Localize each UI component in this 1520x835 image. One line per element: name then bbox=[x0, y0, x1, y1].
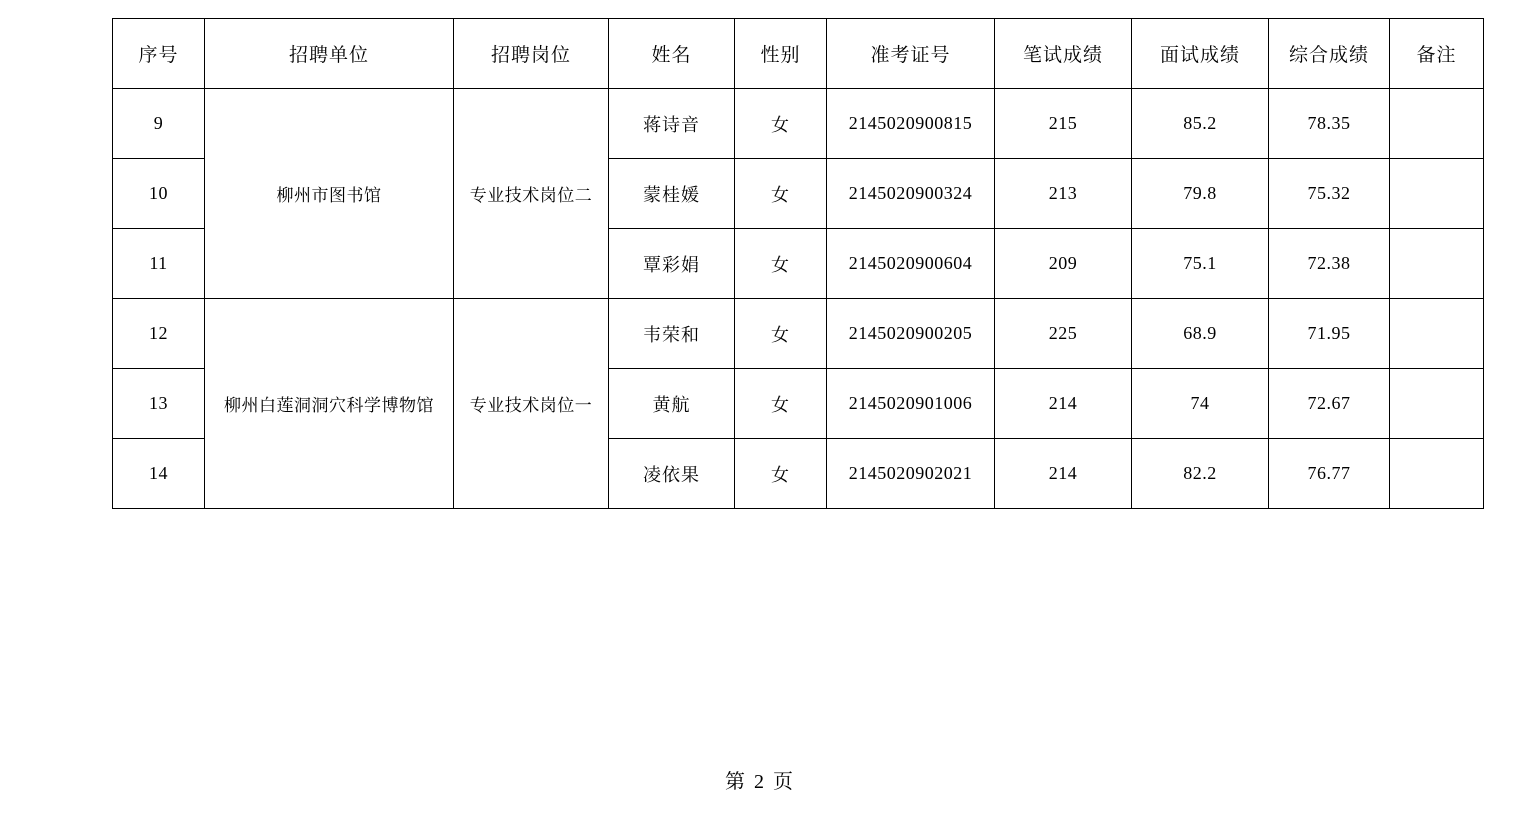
cell-total-score: 71.95 bbox=[1269, 299, 1390, 369]
cell-name: 凌依果 bbox=[609, 439, 735, 509]
cell-no: 14 bbox=[113, 439, 205, 509]
cell-no: 11 bbox=[113, 229, 205, 299]
cell-remark bbox=[1390, 89, 1484, 159]
cell-ticket: 2145020901006 bbox=[827, 369, 995, 439]
cell-total-score: 72.38 bbox=[1269, 229, 1390, 299]
column-header-post: 招聘岗位 bbox=[454, 19, 609, 89]
cell-total-score: 72.67 bbox=[1269, 369, 1390, 439]
cell-post: 专业技术岗位二 bbox=[454, 89, 609, 299]
column-header-ticket: 准考证号 bbox=[827, 19, 995, 89]
cell-total-score: 78.35 bbox=[1269, 89, 1390, 159]
column-header-no: 序号 bbox=[113, 19, 205, 89]
cell-name: 黄航 bbox=[609, 369, 735, 439]
cell-unit: 柳州白莲洞洞穴科学博物馆 bbox=[205, 299, 454, 509]
cell-remark bbox=[1390, 369, 1484, 439]
column-header-name: 姓名 bbox=[609, 19, 735, 89]
cell-remark bbox=[1390, 439, 1484, 509]
cell-written-score: 225 bbox=[995, 299, 1132, 369]
cell-gender: 女 bbox=[735, 369, 827, 439]
cell-interview-score: 85.2 bbox=[1132, 89, 1269, 159]
cell-interview-score: 79.8 bbox=[1132, 159, 1269, 229]
cell-gender: 女 bbox=[735, 299, 827, 369]
column-header-unit: 招聘单位 bbox=[205, 19, 454, 89]
cell-total-score: 75.32 bbox=[1269, 159, 1390, 229]
cell-ticket: 2145020902021 bbox=[827, 439, 995, 509]
table-header bbox=[113, 19, 1484, 89]
cell-ticket: 2145020900604 bbox=[827, 229, 995, 299]
cell-interview-score: 82.2 bbox=[1132, 439, 1269, 509]
cell-interview-score: 68.9 bbox=[1132, 299, 1269, 369]
cell-no: 10 bbox=[113, 159, 205, 229]
cell-ticket: 2145020900205 bbox=[827, 299, 995, 369]
column-header-written-score: 笔试成绩 bbox=[995, 19, 1132, 89]
cell-name: 蒙桂媛 bbox=[609, 159, 735, 229]
page-footer: 第 2 页 bbox=[725, 771, 795, 793]
cell-no: 9 bbox=[113, 89, 205, 159]
cell-gender: 女 bbox=[735, 439, 827, 509]
column-header-gender: 性别 bbox=[735, 19, 827, 89]
cell-written-score: 214 bbox=[995, 369, 1132, 439]
column-header-total-score: 综合成绩 bbox=[1269, 19, 1390, 89]
cell-unit: 柳州市图书馆 bbox=[205, 89, 454, 299]
table-row bbox=[113, 299, 1484, 369]
cell-name: 蒋诗音 bbox=[609, 89, 735, 159]
cell-no: 13 bbox=[113, 369, 205, 439]
cell-gender: 女 bbox=[735, 229, 827, 299]
cell-interview-score: 75.1 bbox=[1132, 229, 1269, 299]
table-row bbox=[113, 89, 1484, 159]
cell-remark bbox=[1390, 229, 1484, 299]
cell-name: 韦荣和 bbox=[609, 299, 735, 369]
cell-gender: 女 bbox=[735, 89, 827, 159]
cell-ticket: 2145020900815 bbox=[827, 89, 995, 159]
cell-written-score: 209 bbox=[995, 229, 1132, 299]
column-header-interview-score: 面试成绩 bbox=[1132, 19, 1269, 89]
cell-no: 12 bbox=[113, 299, 205, 369]
cell-post: 专业技术岗位一 bbox=[454, 299, 609, 509]
cell-gender: 女 bbox=[735, 159, 827, 229]
cell-interview-score: 74 bbox=[1132, 369, 1269, 439]
cell-name: 覃彩娟 bbox=[609, 229, 735, 299]
column-header-remark: 备注 bbox=[1390, 19, 1484, 89]
table-body bbox=[113, 89, 1484, 509]
score-table-container bbox=[112, 18, 1483, 509]
cell-remark bbox=[1390, 159, 1484, 229]
cell-ticket: 2145020900324 bbox=[827, 159, 995, 229]
cell-written-score: 215 bbox=[995, 89, 1132, 159]
table-header-row bbox=[113, 19, 1484, 89]
cell-remark bbox=[1390, 299, 1484, 369]
cell-written-score: 214 bbox=[995, 439, 1132, 509]
cell-written-score: 213 bbox=[995, 159, 1132, 229]
recruitment-score-table bbox=[112, 18, 1484, 509]
cell-total-score: 76.77 bbox=[1269, 439, 1390, 509]
